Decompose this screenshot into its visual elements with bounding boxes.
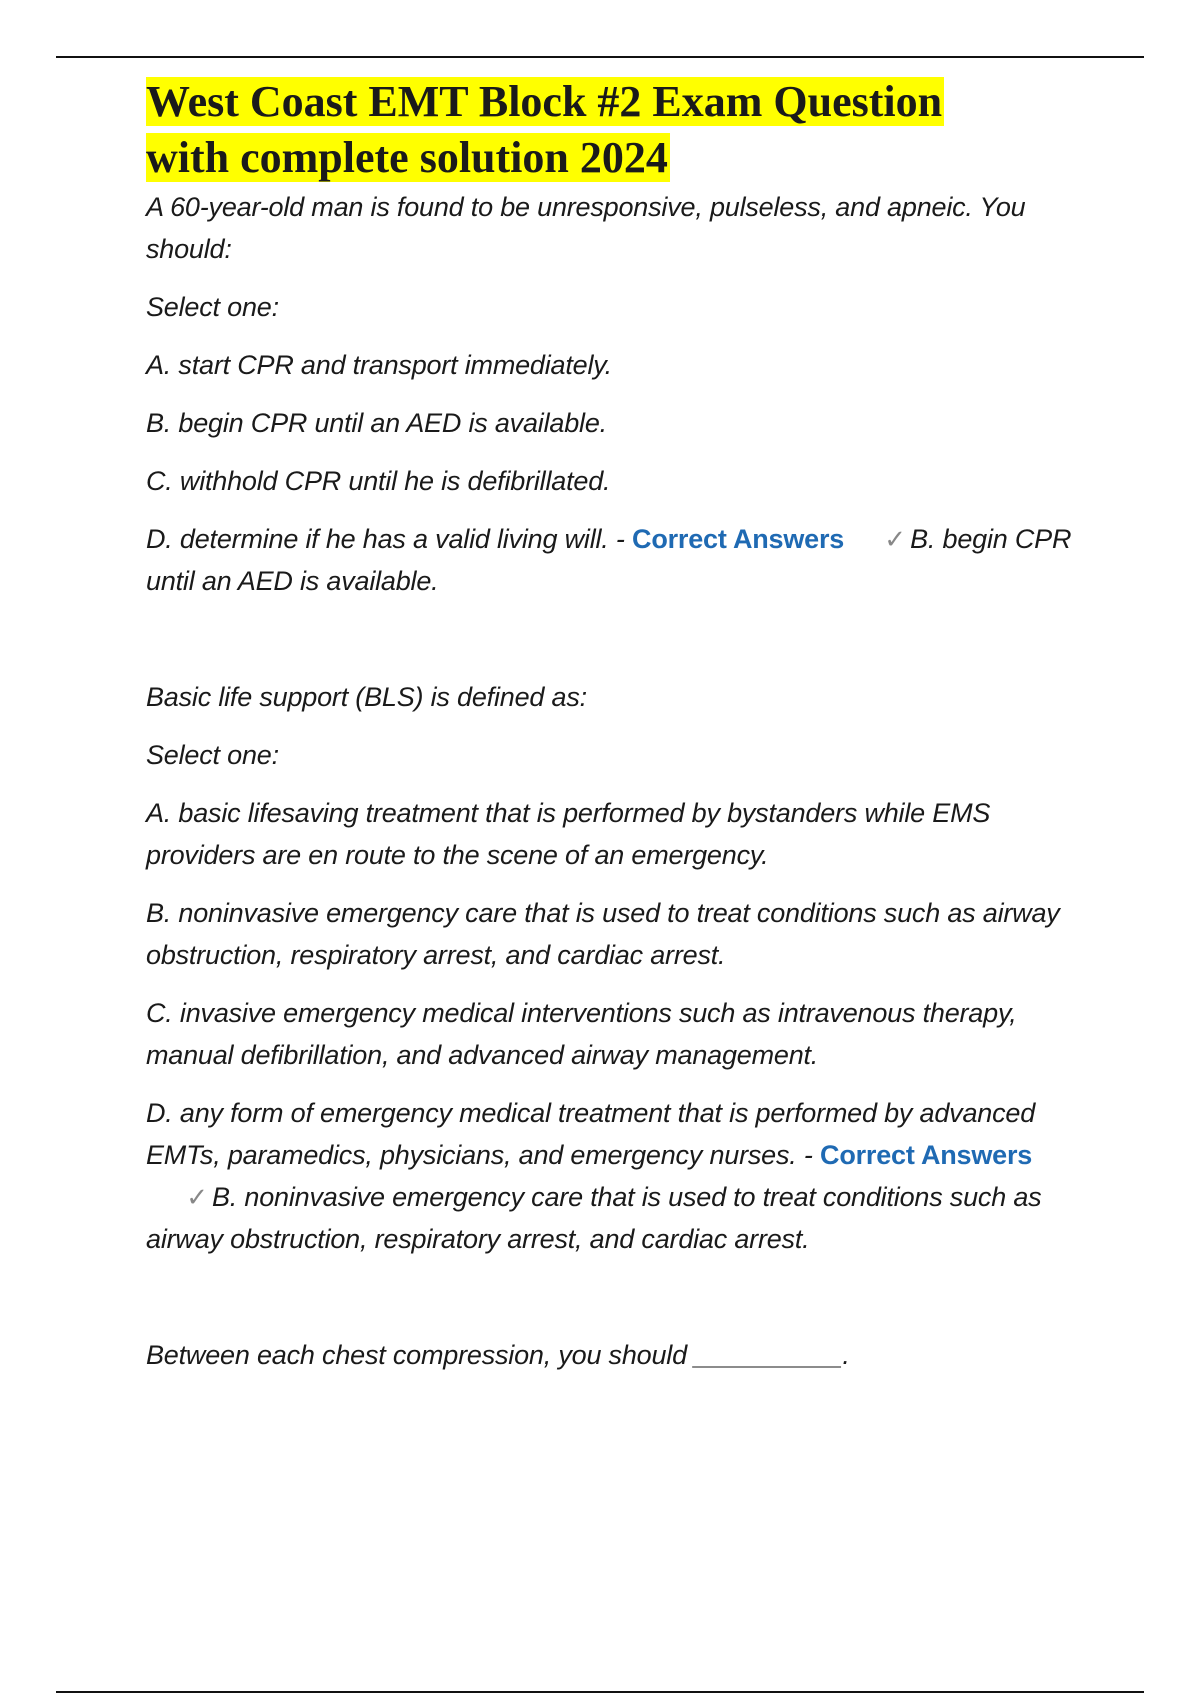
option-c: C. invasive emergency medical interventions such as intravenous therapy, manual defibrillation, and advanced airway management. — [146, 998, 1017, 1070]
check-icon: ✓ — [186, 1182, 208, 1212]
select-one-label: Select one: — [146, 292, 279, 322]
answer-text: B. noninvasive emergency care that is used to treat conditions such as airway obstruction, respiratory arrest, and cardiac arrest. — [146, 1182, 1042, 1254]
option-d: D. determine if he has a valid living will. - — [146, 524, 625, 554]
answer-text: B. begin CPR until an AED is available. — [146, 524, 1072, 596]
option-d: D. any form of emergency medical treatment that is performed by advanced EMTs, paramedics, physicians, and emergency nurses. - — [146, 1098, 1036, 1170]
select-one-label: Select one: — [146, 740, 279, 770]
option-a: A. start CPR and transport immediately. — [146, 350, 612, 380]
title-line-1: West Coast EMT Block #2 Exam Question — [146, 77, 943, 126]
page-title — [146, 74, 1096, 186]
question-prompt: Between each chest compression, you should __________. — [146, 1340, 850, 1370]
title-line-2: with complete solution 2024 — [146, 133, 668, 182]
option-c: C. withhold CPR until he is defibrillated. — [146, 466, 611, 496]
question-3 — [146, 1334, 1096, 1376]
top-rule — [56, 56, 1144, 58]
correct-answers-label: Correct Answers — [820, 1140, 1033, 1170]
option-d-with-answer — [146, 1092, 1096, 1260]
question-prompt: A 60-year-old man is found to be unresponsive, pulseless, and apneic. You should: — [146, 192, 1026, 264]
question-prompt: Basic life support (BLS) is defined as: — [146, 682, 587, 712]
option-a: A. basic lifesaving treatment that is performed by bystanders while EMS providers are en route to the scene of an emergency. — [146, 798, 991, 870]
question-2 — [146, 676, 1096, 1260]
bottom-rule — [56, 1691, 1144, 1693]
correct-answers-label: Correct Answers — [632, 524, 845, 554]
check-icon: ✓ — [884, 524, 906, 554]
document-body — [146, 74, 1096, 1376]
question-1 — [146, 186, 1096, 602]
option-b: B. noninvasive emergency care that is used to treat conditions such as airway obstruction, respiratory arrest, and cardiac arrest. — [146, 898, 1060, 970]
option-b: B. begin CPR until an AED is available. — [146, 408, 607, 438]
option-d-with-answer — [146, 518, 1096, 602]
